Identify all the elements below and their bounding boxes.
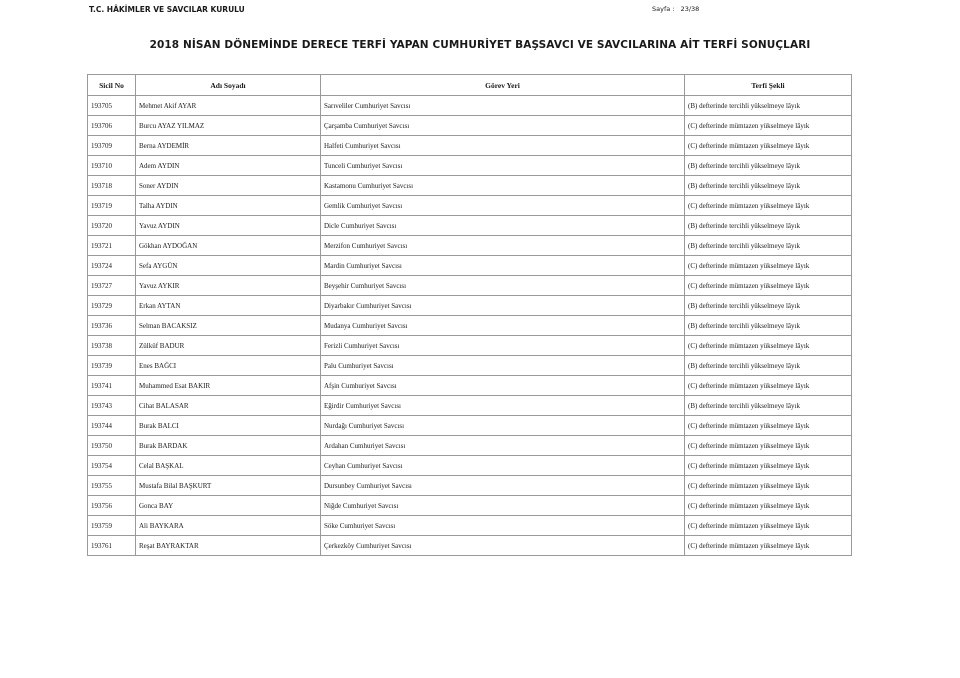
promotion-type-cell: (B) defterinde tercihli yükselmeye lâyık [685,96,852,116]
table-row [88,276,852,296]
sicil-no-cell: 193724 [88,256,136,276]
name-cell: Burak BALCI [136,416,321,436]
column-header-terfi-sekli: Terfi Şekli [685,75,852,96]
table-row [88,536,852,556]
promotion-type-cell: (C) defterinde mümtazen yükselmeye lâyık [685,136,852,156]
promotion-type-cell: (B) defterinde tercihli yükselmeye lâyık [685,356,852,376]
name-cell: Adem AYDIN [136,156,321,176]
sicil-no-cell: 193739 [88,356,136,376]
name-cell: Gonca BAY [136,496,321,516]
sicil-no-cell: 193759 [88,516,136,536]
table-row [88,356,852,376]
sicil-no-cell: 193709 [88,136,136,156]
duty-station-cell: Ferizli Cumhuriyet Savcısı [321,336,685,356]
name-cell: Soner AYDIN [136,176,321,196]
table-row [88,316,852,336]
promotion-type-cell: (C) defterinde mümtazen yükselmeye lâyık [685,476,852,496]
sicil-no-cell: 193744 [88,416,136,436]
promotion-type-cell: (C) defterinde mümtazen yükselmeye lâyık [685,116,852,136]
duty-station-cell: Tunceli Cumhuriyet Savcısı [321,156,685,176]
duty-station-cell: Dicle Cumhuriyet Savcısı [321,216,685,236]
table-row [88,436,852,456]
table-header-row [88,75,852,96]
table-row [88,476,852,496]
name-cell: Gökhan AYDOĞAN [136,236,321,256]
promotion-type-cell: (B) defterinde tercihli yükselmeye lâyık [685,236,852,256]
duty-station-cell: Eğirdir Cumhuriyet Savcısı [321,396,685,416]
organization-name: T.C. HÂKİMLER VE SAVCILAR KURULU [89,5,245,14]
page-label: Sayfa : [652,5,675,13]
promotion-type-cell: (C) defterinde mümtazen yükselmeye lâyık [685,536,852,556]
duty-station-cell: Mardin Cumhuriyet Savcısı [321,256,685,276]
promotion-type-cell: (C) defterinde mümtazen yükselmeye lâyık [685,376,852,396]
promotion-type-cell: (C) defterinde mümtazen yükselmeye lâyık [685,496,852,516]
table-body [88,96,852,556]
name-cell: Yavuz AYKIR [136,276,321,296]
table-row [88,296,852,316]
table-row [88,516,852,536]
table-row [88,156,852,176]
promotion-type-cell: (C) defterinde mümtazen yükselmeye lâyık [685,256,852,276]
table-row [88,456,852,476]
table-row [88,176,852,196]
document-title: 2018 NİSAN DÖNEMİNDE DERECE TERFİ YAPAN CUMHURİYET BAŞSAVCI VE SAVCILARINA AİT TERFİ SONUÇLARI [149,39,811,51]
sicil-no-cell: 193750 [88,436,136,456]
column-header-gorev-yeri: Görev Yeri [321,75,685,96]
name-cell: Burcu AYAZ YILMAZ [136,116,321,136]
table-row [88,336,852,356]
sicil-no-cell: 193756 [88,496,136,516]
name-cell: Zülküf BADUR [136,336,321,356]
duty-station-cell: Niğde Cumhuriyet Savcısı [321,496,685,516]
duty-station-cell: Afşin Cumhuriyet Savcısı [321,376,685,396]
sicil-no-cell: 193755 [88,476,136,496]
duty-station-cell: Dursunbey Cumhuriyet Savcısı [321,476,685,496]
promotion-type-cell: (B) defterinde tercihli yükselmeye lâyık [685,396,852,416]
table-row [88,416,852,436]
promotion-type-cell: (C) defterinde mümtazen yükselmeye lâyık [685,516,852,536]
name-cell: Mustafa Bilal BAŞKURT [136,476,321,496]
promotion-type-cell: (B) defterinde tercihli yükselmeye lâyık [685,156,852,176]
sicil-no-cell: 193710 [88,156,136,176]
sicil-no-cell: 193706 [88,116,136,136]
table-row [88,376,852,396]
table-row [88,116,852,136]
promotion-type-cell: (B) defterinde tercihli yükselmeye lâyık [685,316,852,336]
table-row [88,396,852,416]
duty-station-cell: Kastamonu Cumhuriyet Savcısı [321,176,685,196]
name-cell: Sefa AYGÜN [136,256,321,276]
name-cell: Erkan AYTAN [136,296,321,316]
name-cell: Cihat BALASAR [136,396,321,416]
name-cell: Celal BAŞKAL [136,456,321,476]
duty-station-cell: Sarıveliler Cumhuriyet Savcısı [321,96,685,116]
column-header-sicil-no: Sicil No [88,75,136,96]
duty-station-cell: Çarşamba Cumhuriyet Savcısı [321,116,685,136]
duty-station-cell: Ardahan Cumhuriyet Savcısı [321,436,685,456]
duty-station-cell: Çerkezköy Cumhuriyet Savcısı [321,536,685,556]
promotion-type-cell: (C) defterinde mümtazen yükselmeye lâyık [685,276,852,296]
sicil-no-cell: 193705 [88,96,136,116]
name-cell: Burak BARDAK [136,436,321,456]
duty-station-cell: Palu Cumhuriyet Savcısı [321,356,685,376]
promotion-type-cell: (C) defterinde mümtazen yükselmeye lâyık [685,436,852,456]
duty-station-cell: Halfeti Cumhuriyet Savcısı [321,136,685,156]
name-cell: Mehmet Akif AYAR [136,96,321,116]
promotion-type-cell: (C) defterinde mümtazen yükselmeye lâyık [685,196,852,216]
sicil-no-cell: 193720 [88,216,136,236]
name-cell: Muhammed Esat BAKIR [136,376,321,396]
table-row [88,236,852,256]
sicil-no-cell: 193761 [88,536,136,556]
name-cell: Yavuz AYDIN [136,216,321,236]
table-row [88,496,852,516]
duty-station-cell: Beyşehir Cumhuriyet Savcısı [321,276,685,296]
sicil-no-cell: 193743 [88,396,136,416]
name-cell: Talha AYDIN [136,196,321,216]
promotion-results-table [87,74,852,556]
duty-station-cell: Diyarbakır Cumhuriyet Savcısı [321,296,685,316]
duty-station-cell: Söke Cumhuriyet Savcısı [321,516,685,536]
duty-station-cell: Nurdağı Cumhuriyet Savcısı [321,416,685,436]
promotion-type-cell: (B) defterinde tercihli yükselmeye lâyık [685,216,852,236]
name-cell: Ali BAYKARA [136,516,321,536]
sicil-no-cell: 193736 [88,316,136,336]
table-row [88,136,852,156]
duty-station-cell: Ceyhan Cumhuriyet Savcısı [321,456,685,476]
promotion-type-cell: (B) defterinde tercihli yükselmeye lâyık [685,296,852,316]
page-indicator [652,5,703,13]
column-header-adi-soyadi: Adı Soyadı [136,75,321,96]
page-number: 23/38 [680,5,700,13]
sicil-no-cell: 193727 [88,276,136,296]
name-cell: Enes BAĞCI [136,356,321,376]
sicil-no-cell: 193719 [88,196,136,216]
name-cell: Reşat BAYRAKTAR [136,536,321,556]
promotion-type-cell: (C) defterinde mümtazen yükselmeye lâyık [685,456,852,476]
table-row [88,196,852,216]
sicil-no-cell: 193754 [88,456,136,476]
promotion-type-cell: (C) defterinde mümtazen yükselmeye lâyık [685,336,852,356]
sicil-no-cell: 193721 [88,236,136,256]
table-row [88,216,852,236]
promotion-type-cell: (C) defterinde mümtazen yükselmeye lâyık [685,416,852,436]
sicil-no-cell: 193738 [88,336,136,356]
sicil-no-cell: 193729 [88,296,136,316]
name-cell: Selman BACAKSIZ [136,316,321,336]
sicil-no-cell: 193741 [88,376,136,396]
promotion-type-cell: (B) defterinde tercihli yükselmeye lâyık [685,176,852,196]
duty-station-cell: Gemlik Cumhuriyet Savcısı [321,196,685,216]
table-row [88,96,852,116]
name-cell: Berna AYDEMİR [136,136,321,156]
duty-station-cell: Merzifon Cumhuriyet Savcısı [321,236,685,256]
sicil-no-cell: 193718 [88,176,136,196]
table-row [88,256,852,276]
duty-station-cell: Mudanya Cumhuriyet Savcısı [321,316,685,336]
